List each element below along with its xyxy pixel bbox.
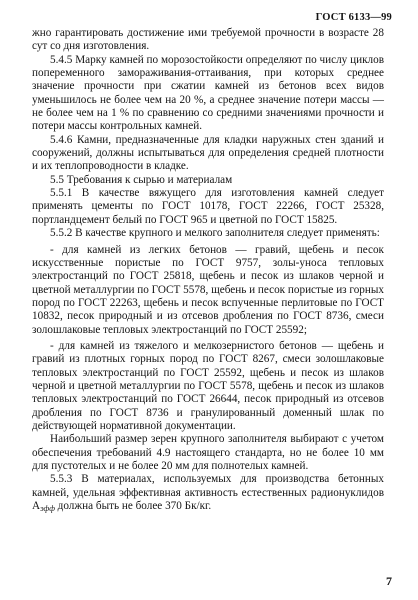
list-item-light-concrete: - для камней из легких бетонов — гравий, щебень и песок искусственные пористые по ГОСТ 9757, золы-уноса тепловых электростанций по ГОСТ 25818, щебень и песок из шлаков черной и цветной металлургии по ГОСТ 5578, щебень и песок пористые из горных пород по ГОСТ 22263, щебень и песок вспученные перлитовые по ГОСТ 10832, песок природный и из отсевов дробления по ГОСТ 8736, смеси золошлаковые тепловых электростанций по ГОСТ 25592; xyxy=(32,243,384,336)
paragraph-5-5-3-tail: должна быть не более 370 Бк/кг. xyxy=(54,500,212,513)
paragraph-continuation: жно гарантировать достижение ими требуемой прочности в возрасте 28 сут со дня изготовления. xyxy=(32,27,384,53)
list-item-heavy-concrete: - для камней из тяжелого и мелкозернистого бетонов — щебень и гравий из плотных горных пород по ГОСТ 8267, смеси золошлаковые тепловых электростанций по ГОСТ 25592, щебень и песок из шлаков черной и цветной металлургии по ГОСТ 5578, щебень и песок из шлаков тепловых электростанций по ГОСТ 26644, песок природный из отсевов дробления по ГОСТ 8736 и гранулированный доменный шлак по действующей нормативной документации. xyxy=(32,339,384,432)
paragraph-5-4-6: 5.4.6 Камни, предназначенные для кладки наружных стен зданий и сооружений, должны испытываться для определения средней плотности и их теплопроводности в кладке. xyxy=(32,133,384,173)
paragraph-5-5-3-text: 5.5.3 В материалах, используемых для производства бетонных камней, удельная эффективная активность естественных радионуклидов А xyxy=(32,473,384,513)
document-body xyxy=(32,27,384,515)
section-heading-5-5: 5.5 Требования к сырью и материалам xyxy=(50,173,233,186)
document-header: ГОСТ 6133—99 xyxy=(315,12,392,23)
page-number: 7 xyxy=(386,574,392,588)
paragraph-5-5-3 xyxy=(32,473,384,515)
paragraph-5-4-5: 5.4.5 Марку камней по морозостойкости определяют по числу циклов попеременного замораживания-оттаивания, при которых среднее значение прочности при сжатии камней из бетонов всех видов уменьшилось не более чем на 20 %, а среднее значение потери массы — не более чем на 1 % по сравнению со средними значениями прочности и потери массы контрольных камней. xyxy=(32,53,384,133)
paragraph-max-grain-size: Наибольший размер зерен крупного заполнителя выбирают с учетом обеспечения требований 4.9 настоящего стандарта, но не более 10 мм для пустотелых и не более 20 мм для полнотелых камней. xyxy=(32,433,384,472)
paragraph-5-5-1: 5.5.1 В качестве вяжущего для изготовления камней следует применять цементы по ГОСТ 10178, ГОСТ 22266, ГОСТ 25328, портландцемент белый по ГОСТ 965 и цветной по ГОСТ 15825. xyxy=(32,187,384,226)
paragraph-5-5-2: 5.5.2 В качестве крупного и мелкого заполнителя следует применять: xyxy=(50,227,380,240)
a-eff-subscript: эфф xyxy=(40,504,55,514)
